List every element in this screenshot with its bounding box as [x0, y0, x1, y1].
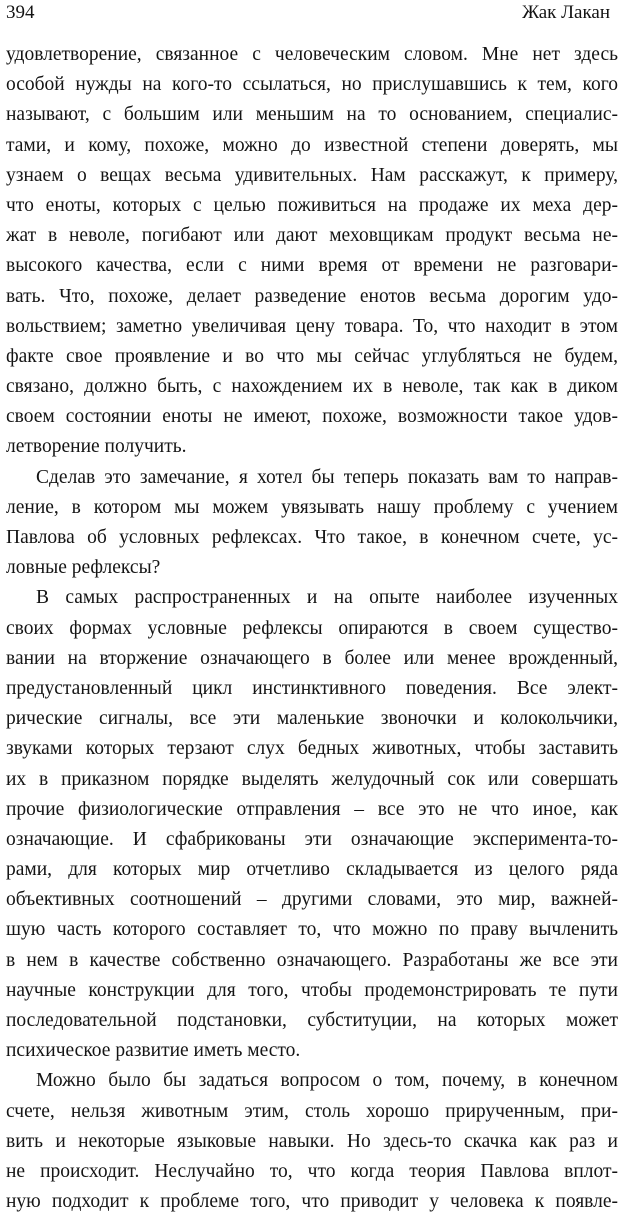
text-line: Сделав это замечание, я хотел бы теперь показать вам то направ- [36, 466, 618, 488]
text-line: высокого качества, если с ними время от времени не разговари- [6, 255, 618, 277]
text-line: своем состоянии еноты не имеют, похоже, возможности такое удов- [6, 406, 618, 428]
body-text [6, 40, 618, 1217]
text-line: особой нужды на кого-то ссылаться, но прислушавшись к тем, кого [6, 74, 618, 96]
running-head: Жак Лакан [522, 2, 610, 23]
text-line: факте свое проявление и во что мы сейчас углубляться не будем, [6, 345, 618, 367]
text-line: удовлетворение, связанное с человеческим словом. Мне нет здесь [6, 44, 618, 65]
text-line: рические сигналы, все эти маленькие звоночки и колокольчики, [6, 708, 618, 730]
text-line: ную подходит к проблеме того, что приводит у человека к появле- [6, 1191, 618, 1213]
text-line: прочие физиологические отправления – все это не что иное, как [6, 798, 618, 820]
text-line: вать. Что, похоже, делает разведение енотов весьма дорогим удо- [6, 285, 618, 307]
text-line: называют, с большим или меньшим на то основанием, специалис- [6, 104, 618, 126]
text-line: вании на вторжение означающего в более или менее врожденный, [6, 647, 618, 669]
text-line: вольствием; заметно увеличивая цену товара. То, что находит в этом [6, 315, 618, 337]
page-number: 394 [6, 2, 35, 23]
text-line: что еноты, которых с целью поживиться на продаже их меха дер- [6, 194, 618, 216]
text-line: рами, для которых мир отчетливо складывается из целого ряда [6, 859, 618, 881]
text-line: узнаем о вещах весьма удивительных. Нам расскажут, к примеру, [6, 164, 618, 186]
text-line: ление, в котором мы можем увязывать нашу проблему с учением [6, 496, 618, 518]
text-line: своих формах условные рефлексы опираются в своем существо- [6, 617, 618, 639]
text-line: связано, должно быть, с нахождением их в неволе, так как в диком [6, 376, 618, 398]
text-line: вить и некоторые языковые навыки. Но здесь-то скачка как раз и [6, 1130, 618, 1152]
text-line: ловные рефлексы? [6, 557, 161, 579]
page-header [6, 0, 610, 28]
text-line: Павлова об условных рефлексах. Что такое, в конечном счете, ус- [6, 527, 618, 548]
text-line: Можно было бы задаться вопросом о том, почему, в конечном [36, 1070, 618, 1092]
text-line: не происходит. Неслучайно то, что когда теория Павлова вплот- [6, 1160, 618, 1182]
text-line: счете, нельзя животным этим, столь хорошо прирученным, при- [6, 1100, 618, 1122]
text-line: их в приказном порядке выделять желудочный сок или совершать [6, 768, 618, 790]
text-line: психическое развитие иметь место. [6, 1040, 301, 1062]
text-line: научные конструкции для того, чтобы продемонстрировать те пути [6, 979, 618, 1001]
text-line: жат в неволе, погибают или дают меховщикам продукт весьма не- [6, 225, 618, 247]
text-line: летворение получить. [6, 436, 187, 458]
text-line: В самых распространенных и на опыте наиболее изученных [36, 587, 618, 609]
text-line: предустановленный цикл инстинктивного поведения. Все элект- [6, 677, 618, 699]
text-line: тами, и кому, похоже, можно до известной степени доверять, мы [6, 134, 618, 156]
text-line: в нем в качестве собственно означающего. Разработаны же все эти [6, 949, 618, 971]
text-line: означающие. И сфабрикованы эти означающие эксперимента-то- [6, 828, 618, 850]
text-line: звуками которых терзают слух бедных животных, чтобы заставить [6, 738, 618, 760]
text-line: шую часть которого составляет то, что можно по праву вычленить [6, 919, 618, 941]
text-line: объективных соотношений – другими словами, это мир, важней- [6, 889, 618, 911]
text-line: последовательной подстановки, субституции, на которых может [6, 1010, 618, 1031]
